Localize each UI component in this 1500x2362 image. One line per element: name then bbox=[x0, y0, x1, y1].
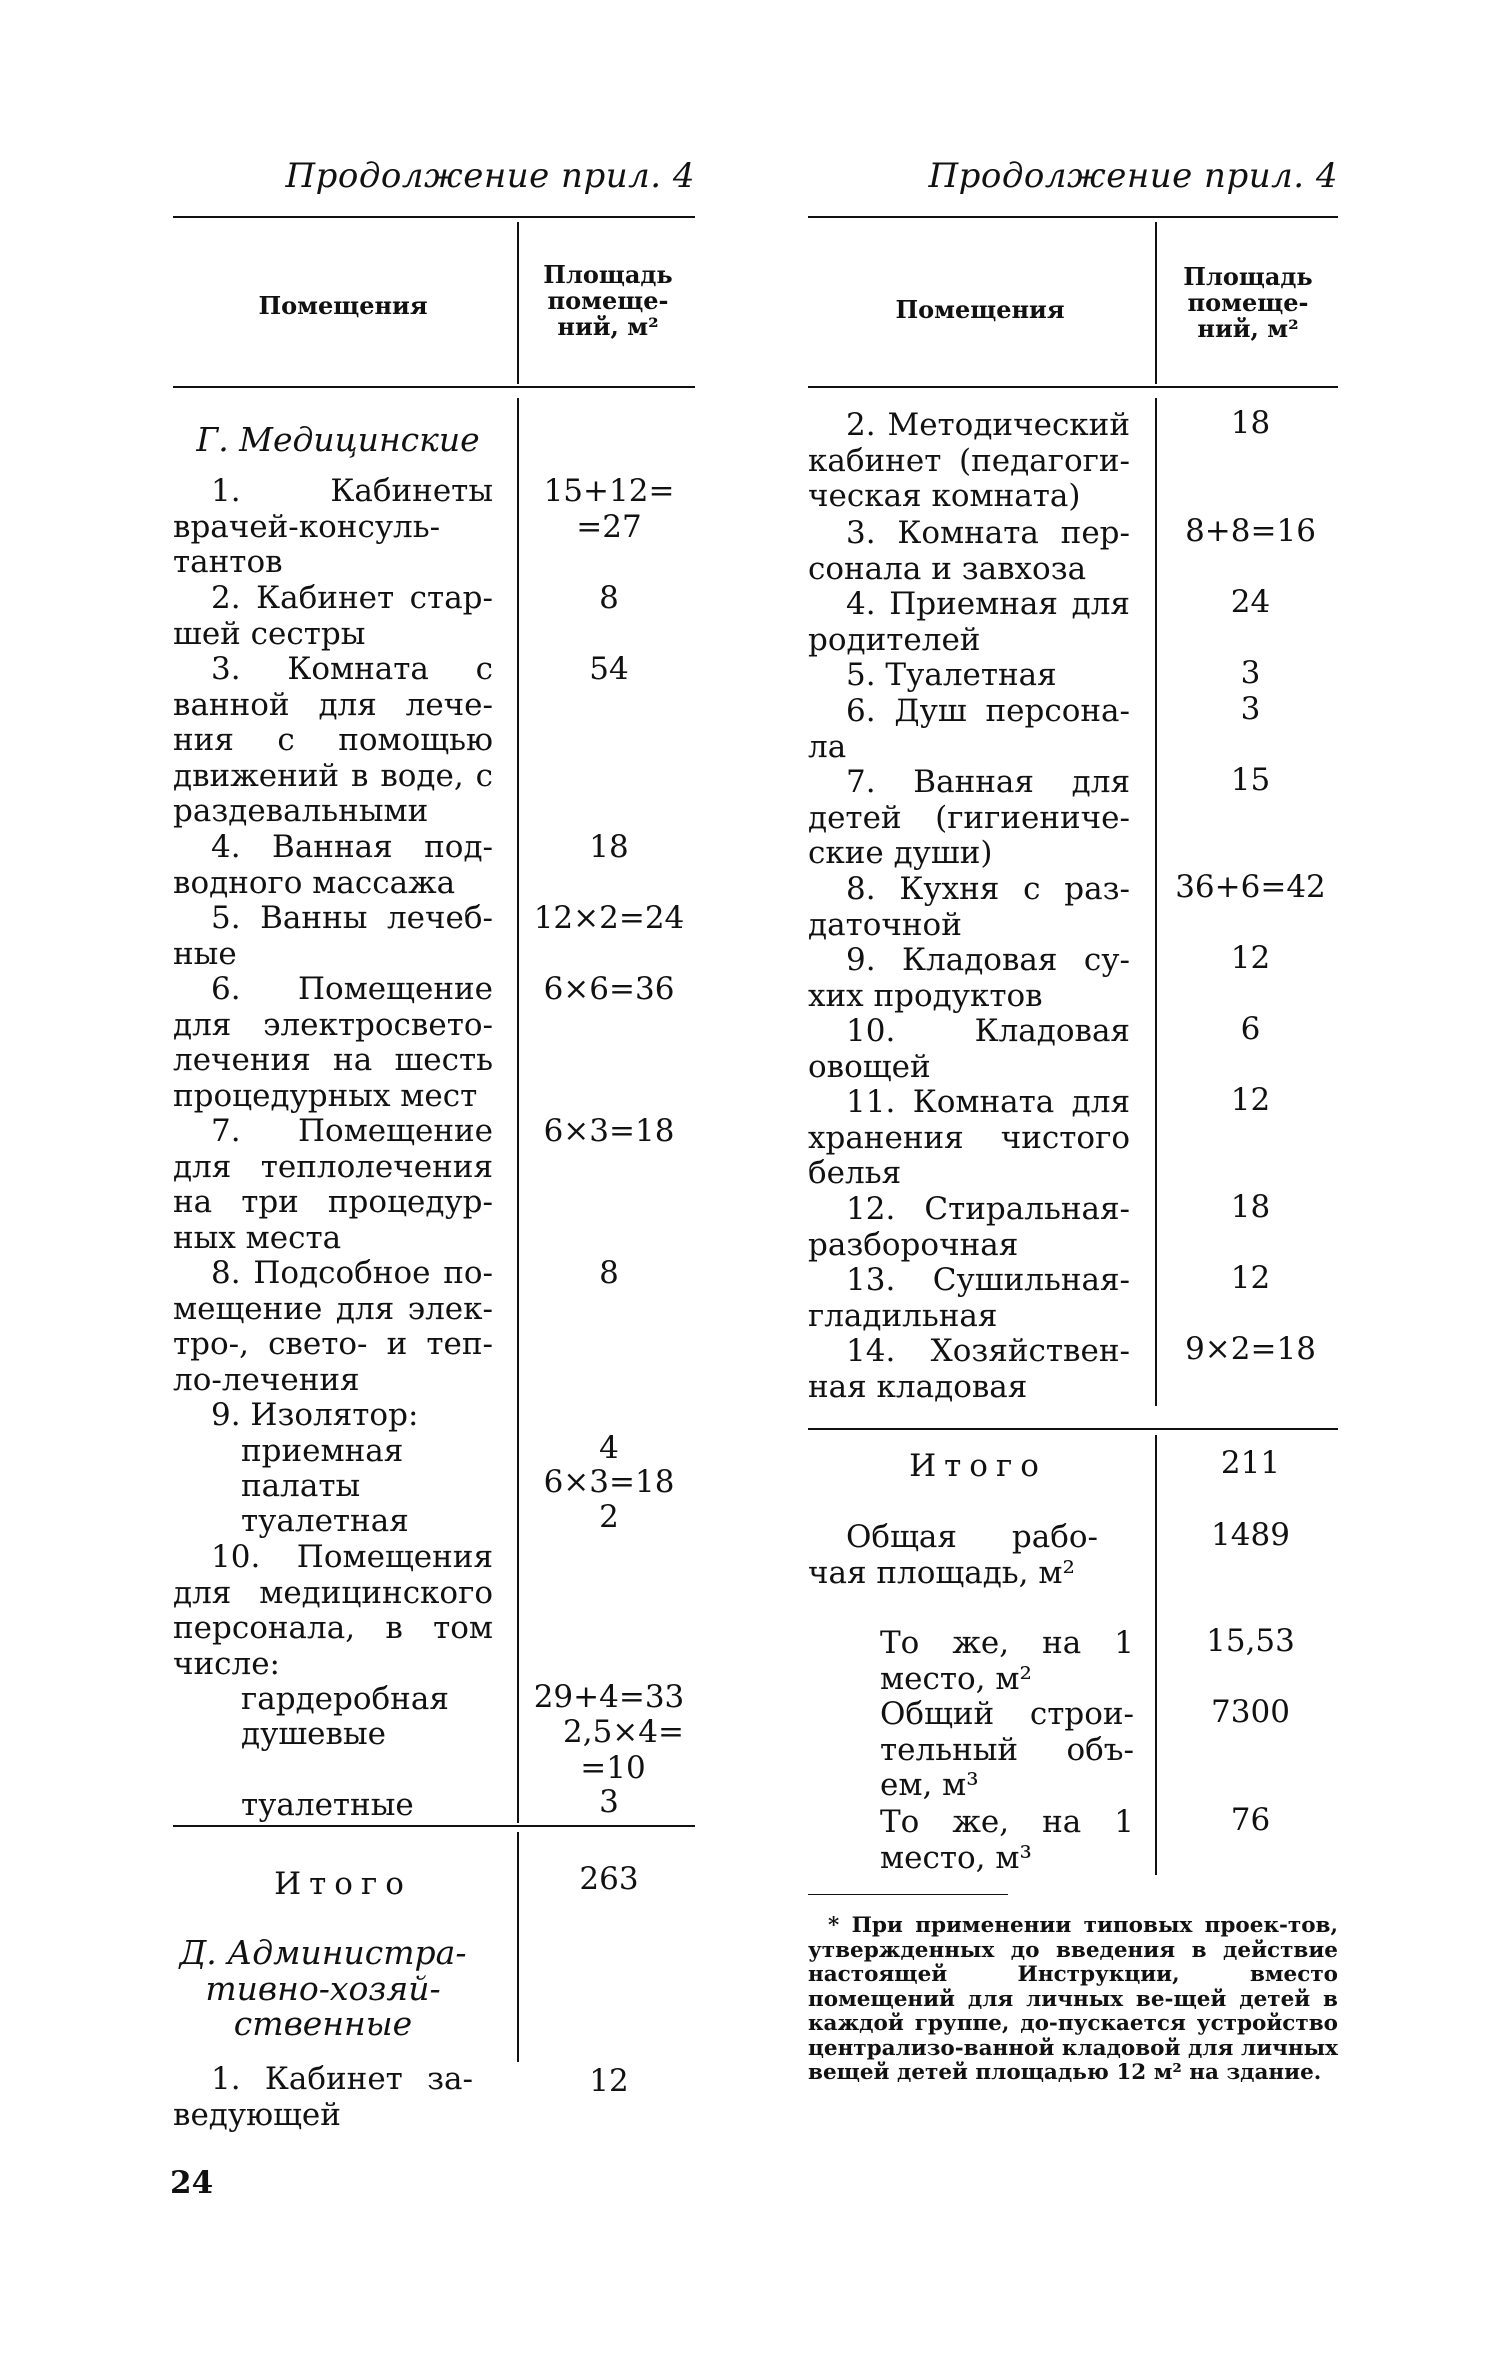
header-rooms-left: Помещения bbox=[258, 291, 428, 320]
table-row-name: 7. Ванная для детей (гигиениче-ские души) bbox=[808, 764, 1130, 871]
itogo-label-left: Итого bbox=[274, 1866, 412, 1902]
continuation-label-left: Продолжение прил. 4 bbox=[285, 156, 695, 196]
table-row-value: 3 bbox=[1240, 691, 1261, 727]
table-row-name: 2. Методический кабинет (педагоги-ческая комната) bbox=[808, 407, 1130, 514]
header-area-right: Площадь помеще- ний, м² bbox=[1183, 262, 1313, 343]
table-row-name: 3. Комната пер-сонала и завхоза bbox=[808, 515, 1130, 587]
itogo-value-left: 263 bbox=[579, 1861, 639, 1897]
table-row-value: 18 bbox=[1230, 1189, 1271, 1225]
section-medical-title: Г. Медицинские bbox=[196, 420, 480, 459]
continuation-label-right: Продолжение прил. 4 bbox=[928, 156, 1338, 196]
itogo-value-right: 211 bbox=[1220, 1445, 1281, 1481]
lower-divider-right bbox=[1155, 1435, 1157, 1875]
table-row-name: 4. Приемная для родителей bbox=[808, 586, 1130, 658]
table-row-name: 6. Душ персона-ла bbox=[808, 693, 1130, 765]
left-column bbox=[173, 0, 695, 2362]
right-column bbox=[808, 0, 1338, 2362]
total-row-value: 15,53 bbox=[1206, 1623, 1295, 1659]
table-row-value: 12 bbox=[1230, 940, 1271, 976]
total-row-value: 1489 bbox=[1211, 1517, 1290, 1553]
table-row-value: 18 bbox=[589, 829, 629, 865]
header-divider-right bbox=[1155, 222, 1157, 384]
table-row-name: 13. Сушильная-гладильная bbox=[808, 1262, 1130, 1334]
total-row-name: Общая рабо-чая площадь, м² bbox=[808, 1519, 1098, 1591]
total-row-name: Общий строи-тельный объ-ем, м³ bbox=[880, 1696, 1134, 1803]
table-row-value: 4 bbox=[599, 1430, 619, 1466]
header-bottom-rule-right bbox=[808, 386, 1338, 388]
table-row-name: 5. Ванны лечеб-ные bbox=[173, 900, 493, 972]
table-row-value: 12×2=24 bbox=[533, 900, 685, 936]
table-row-name: 4. Ванная под-водного массажа bbox=[173, 829, 493, 901]
header-rooms-right: Помещения bbox=[895, 295, 1065, 324]
table-row-value: 2,5×4= =10 bbox=[563, 1714, 684, 1786]
header-bottom-rule-left bbox=[173, 386, 695, 388]
table-row-value: 29+4=33 bbox=[533, 1679, 685, 1715]
header-divider-left bbox=[517, 222, 519, 384]
table-row-name: 8. Кухня с раз-даточной bbox=[808, 871, 1130, 943]
table-row-name: душевые bbox=[241, 1716, 386, 1752]
itogo-label-right: Итого bbox=[909, 1448, 1047, 1484]
table-row-value: 54 bbox=[589, 651, 629, 687]
table-row-value: 15 bbox=[1230, 762, 1271, 798]
table-row-name: 9. Изолятор: bbox=[211, 1397, 419, 1433]
total-row-value: 76 bbox=[1230, 1802, 1271, 1838]
table-row-name: палаты bbox=[241, 1468, 361, 1504]
table-row-name: туалетные bbox=[241, 1787, 414, 1823]
table-row-name: 10. Кладовая овощей bbox=[808, 1013, 1130, 1085]
total-row-name: То же, на 1 место, м³ bbox=[880, 1804, 1134, 1876]
table-row-value: 36+6=42 bbox=[1175, 869, 1326, 905]
table-row-value: 12 bbox=[1230, 1260, 1271, 1296]
table-row-value: 8+8=16 bbox=[1185, 513, 1316, 549]
footnote-rule bbox=[808, 1894, 1008, 1895]
table-row-value: 6×3=18 bbox=[543, 1113, 675, 1149]
table-row-value: 24 bbox=[1230, 584, 1271, 620]
table-row-value: 8 bbox=[599, 1255, 619, 1291]
table-row-value: 3 bbox=[1240, 655, 1261, 691]
table-row-value: 12 bbox=[1230, 1082, 1271, 1118]
table-top-rule-right bbox=[808, 216, 1338, 218]
table-row-value: 15+12= =27 bbox=[543, 473, 675, 545]
table-row-name: 12. Стиральная-разборочная bbox=[808, 1191, 1130, 1263]
table-row-value: 8 bbox=[599, 580, 619, 616]
body-divider-right bbox=[1155, 398, 1157, 1406]
total-row-name: То же, на 1 место, м² bbox=[880, 1625, 1134, 1697]
lower-divider-left bbox=[517, 1832, 519, 2062]
table-row-value: 6 bbox=[1240, 1011, 1261, 1047]
section-admin-title: Д. Администра-тивно-хозяй-ственные bbox=[179, 1933, 467, 2043]
table-row-name: 8. Подсобное по-мещение для элек-тро-, свето- и теп-ло-лечения bbox=[173, 1255, 493, 1398]
table-row-value: 9×2=18 bbox=[1185, 1331, 1316, 1367]
table-row-value: 12 bbox=[589, 2063, 629, 2099]
table-row-name: приемная bbox=[241, 1433, 404, 1469]
table-row-name: 1. Кабинеты врачей-консуль-тантов bbox=[173, 473, 493, 580]
table-row-name: 5. Туалетная bbox=[846, 657, 1057, 693]
table-row-name: 10. Помещения для медицинского персонала, в том числе: bbox=[173, 1539, 493, 1682]
itogo-rule-left bbox=[173, 1825, 695, 1827]
table-row-name: 11. Комната для хранения чистого белья bbox=[808, 1084, 1130, 1191]
table-row-name: гардеробная bbox=[241, 1681, 449, 1717]
itogo-rule-right bbox=[808, 1428, 1338, 1430]
table-row-value: 3 bbox=[599, 1784, 619, 1820]
table-row-value: 18 bbox=[1230, 405, 1271, 441]
table-row-value: 2 bbox=[599, 1499, 619, 1535]
table-top-rule-left bbox=[173, 216, 695, 218]
table-row-value: 6×6=36 bbox=[543, 971, 675, 1007]
table-row-name: туалетная bbox=[241, 1503, 409, 1539]
table-row-name: 9. Кладовая су-хих продуктов bbox=[808, 942, 1130, 1014]
total-row-value: 7300 bbox=[1211, 1694, 1290, 1730]
page-number: 24 bbox=[170, 2165, 214, 2201]
footnote-text: * При применении типовых проек-тов, утвержденных до введения в действие настоящей Инструкции, вместо помещений для личных ве-щей детей в каждой группе, до-пускается устройство централизо-ванной кладовой для личных вещей детей площадью 12 м² на здание. bbox=[808, 1913, 1338, 2085]
table-row-name: 7. Помещение для теплолечения на три процедур-ных места bbox=[173, 1113, 493, 1256]
table-row-name: 3. Комната с ванной для лече-ния с помощью движений в воде, с раздевальными bbox=[173, 651, 493, 829]
table-row-value: 6×3=18 bbox=[543, 1464, 675, 1500]
table-row-name: 1. Кабинет за-ведующей bbox=[173, 2061, 473, 2133]
body-divider-left bbox=[517, 398, 519, 1823]
table-row-name: 14. Хозяйствен-ная кладовая bbox=[808, 1333, 1130, 1405]
table-row-name: 2. Кабинет стар-шей сестры bbox=[173, 580, 493, 652]
table-row-name: 6. Помещение для электросвето-лечения на шесть процедурных мест bbox=[173, 971, 493, 1114]
header-area-left: Площадь помеще- ний, м² bbox=[543, 260, 673, 341]
